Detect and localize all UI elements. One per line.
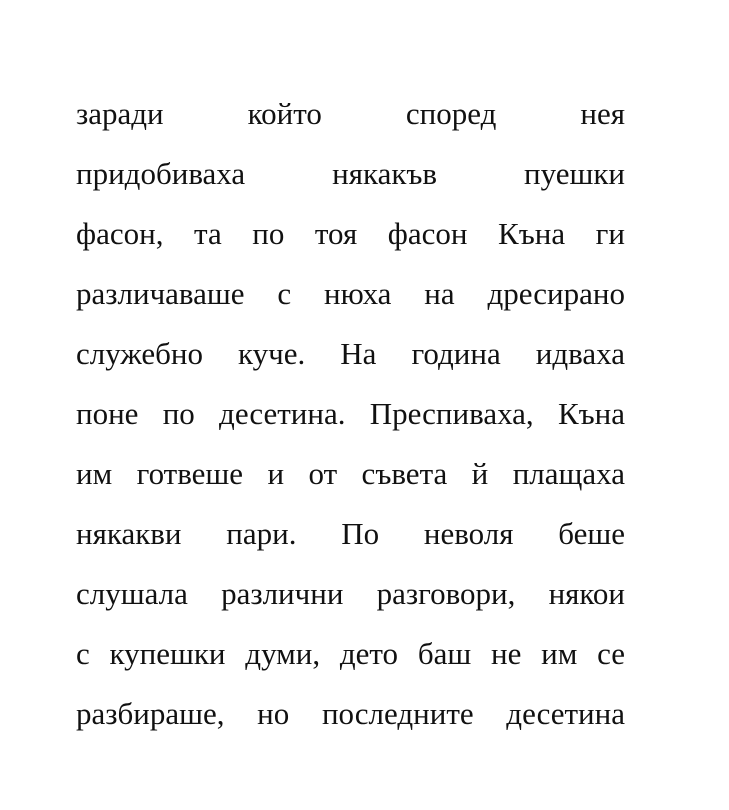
text-line: придобиваха някакъв пуешки: [76, 156, 625, 191]
text-line: слушала различни разговори, някои: [76, 576, 625, 611]
text-line: някакви пари. По неволя беше: [76, 516, 625, 551]
text-line: им готвеше и от съвета й плащаха: [76, 456, 625, 491]
text-line: различаваше с нюха на дресирано: [76, 276, 625, 311]
text-line: фасон, та по тоя фасон Къна ги: [76, 216, 625, 251]
body-text: [76, 88, 625, 748]
text-line: разбираше, но последните десетина: [76, 696, 625, 731]
text-line: поне по десетина. Преспиваха, Къна: [76, 396, 625, 431]
text-line: служебно куче. На година идваха: [76, 336, 625, 371]
text-line: с купешки думи, дето баш не им се: [76, 636, 625, 671]
text-line: заради който според нея: [76, 96, 625, 131]
